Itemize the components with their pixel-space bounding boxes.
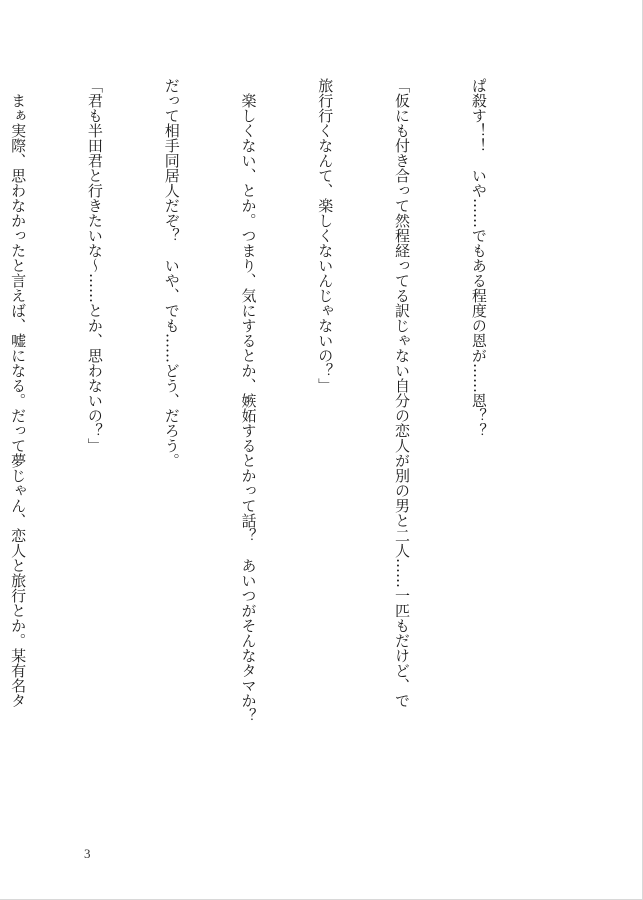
body-text [9,78,542,818]
text-line: まぁ実際、思わなかったと言えば、嘘になる。だって夢じゃん、恋人と旅行とか。某有名タ [9,78,28,708]
text-line: 「君も半田君と行きたいな～……とか、思わないの？」 [85,78,104,453]
text-line: 楽しくない、とか。つまり、気にするとか、嫉妬するとかって話？ あいつがそんなタマか？ [239,78,258,723]
page-number: 3 [84,846,91,861]
text-line: だって相手同居人だぞ？ いや、でも……どう、だろう。 [162,78,181,468]
text-line: 「仮にも付き合って然程経ってる訳じゃない自分の恋人が別の男と二人……一匹もだけど、で [393,78,412,708]
text-line: ぱ殺す！！ いや……でもある程度の恩が……恩？？ [469,78,488,438]
text-line: 旅行行くなんて、楽しくないんじゃないの？」 [316,78,335,393]
